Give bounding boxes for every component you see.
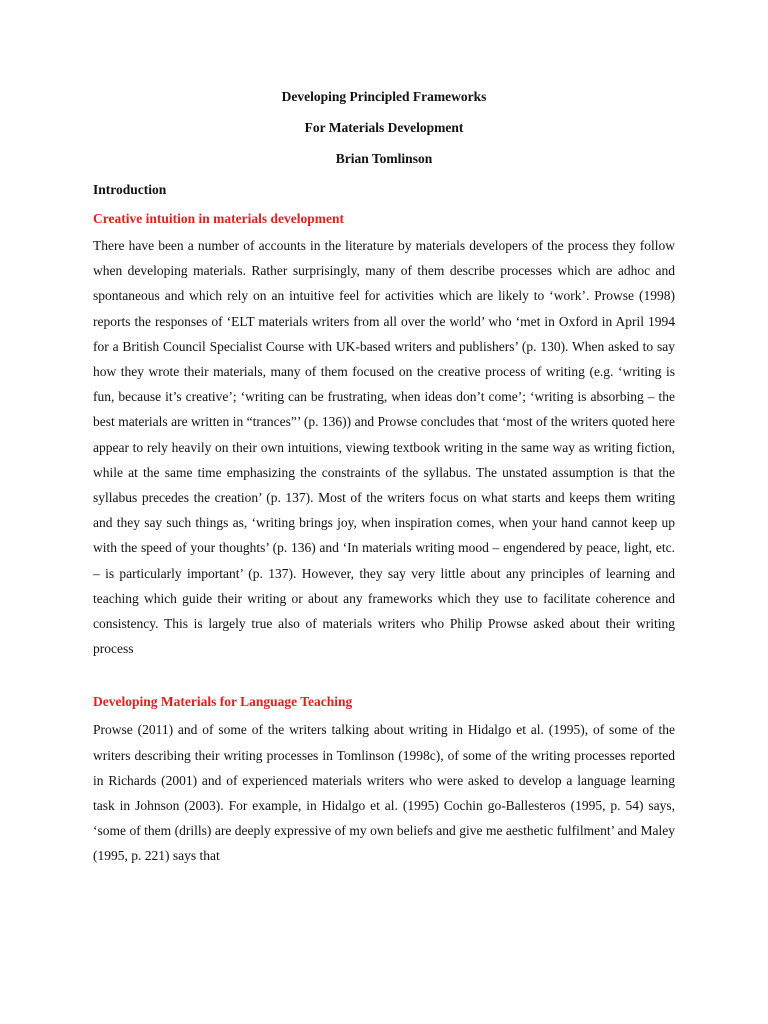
subheading-developing-materials: Developing Materials for Language Teaching bbox=[93, 694, 353, 710]
document-title-line2: For Materials Development bbox=[304, 120, 464, 135]
body-paragraph-2: Prowse (2011) and of some of the writers talking about writing in Hidalgo et al. (1995), of some of the writers describing their writing processes in Tomlinson (1998c), of some of the writing processes reported in Richards (2001) and of experienced materials writers who were asked to develop a language learning task in Johnson (2003). For example, in Hidalgo et al. (1995) Cochin go-Ballesteros (1995, p. 54) says, ‘some of them (drills) are deeply expressive of my own beliefs and give me aesthetic fulfilment’ and Maley (1995, p. 221) says that bbox=[93, 722, 675, 864]
body-paragraph-1: There have been a number of accounts in the literature by materials developers of the process they follow when developing materials. Rather surprisingly, many of them describe processes which are adhoc and spontaneous and which rely on an intuitive feel for activities which are likely to ‘work’. Prowse (1998) reports the responses of ‘ELT materials writers from all over the world’ who ‘met in Oxford in April 1994 for a British Council Specialist Course with UK-based writers and publishers’ (p. 130). When asked to say how they wrote their materials, many of them focused on the creative process of writing (e.g. ‘writing is fun, because it’s creative’; ‘writing can be frustrating, when ideas don’t come’; ‘writing is absorbing – the best materials are written in “trances”’ (p. 136)) and Prowse concludes that ‘most of the writers quoted here appear to rely heavily on their own intuitions, viewing textbook writing in the same way as writing fiction, while at the same time emphasizing the constraints of the syllabus. The unstated assumption is that the syllabus precedes the creation’ (p. 137). Most of the writers focus on what starts and keeps them writing and they say such things as, ‘writing brings joy, when inspiration comes, when your hand cannot keep up with the speed of your thoughts’ (p. 136) and ‘In materials writing mood – engendered by peace, light, etc. – is particularly important’ (p. 137). However, they say very little about any principles of learning and teaching which guide their writing or about any frameworks which they use to facilitate coherence and consistency. This is largely true also of materials writers who Philip Prowse asked about their writing process bbox=[93, 238, 675, 657]
section-heading-introduction: Introduction bbox=[93, 182, 167, 197]
document-page bbox=[93, 0, 675, 869]
document-author: Brian Tomlinson bbox=[335, 151, 433, 166]
document-title-line1: Developing Principled Frameworks bbox=[281, 89, 487, 104]
subheading-creative-intuition: Creative intuition in materials development bbox=[93, 211, 344, 226]
